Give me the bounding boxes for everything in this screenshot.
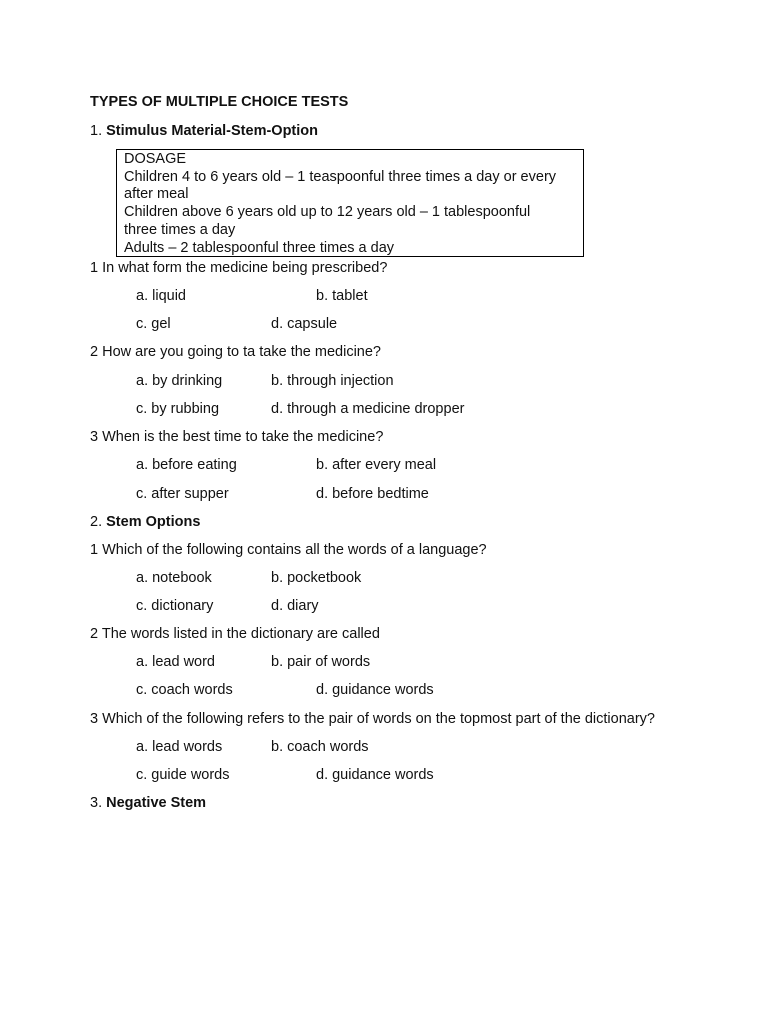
option: a. liquid	[136, 288, 186, 304]
section-1-heading	[90, 122, 318, 140]
box-line: Adults – 2 tablespoonful three times a day	[124, 239, 395, 256]
option: c. after supper	[136, 486, 229, 502]
question-text: 1 Which of the following contains all the words of a language?	[90, 542, 487, 558]
box-line: three times a day	[124, 221, 236, 238]
option: c. coach words	[136, 682, 233, 698]
option: a. notebook	[136, 570, 212, 586]
section-3-heading	[90, 794, 206, 812]
question-text: 1 In what form the medicine being prescribed?	[90, 260, 388, 276]
option: d. capsule	[271, 316, 338, 332]
option: d. diary	[271, 598, 319, 614]
option: c. by rubbing	[136, 401, 220, 417]
section-heading: Stem Options	[106, 514, 201, 530]
section-number: 2.	[90, 514, 103, 530]
option: b. tablet	[316, 288, 368, 304]
box-line: DOSAGE	[124, 151, 187, 167]
box-line: after meal	[124, 186, 189, 203]
option: d. through a medicine dropper	[271, 401, 465, 417]
question-text: 3 Which of the following refers to the pair of words on the topmost part of the dictionary?	[90, 711, 655, 727]
section-number: 1.	[90, 123, 103, 139]
option: b. through injection	[271, 373, 394, 389]
option: b. coach words	[271, 739, 369, 755]
box-line: Children above 6 years old up to 12 years old – 1 tablespoonful	[124, 204, 531, 221]
option: a. before eating	[136, 457, 237, 473]
box-line: Children 4 to 6 years old – 1 teaspoonful three times a day or every	[124, 168, 557, 185]
option: a. by drinking	[136, 373, 223, 389]
option: c. gel	[136, 316, 171, 332]
option: d. guidance words	[316, 682, 434, 698]
option: a. lead word	[136, 654, 215, 670]
option: d. before bedtime	[316, 486, 429, 502]
question-text: 3 When is the best time to take the medicine?	[90, 429, 384, 445]
option: b. pocketbook	[271, 570, 362, 586]
option: d. guidance words	[316, 767, 434, 783]
section-number: 3.	[90, 795, 103, 811]
question-text: 2 The words listed in the dictionary are called	[90, 626, 380, 642]
section-2-heading	[90, 513, 200, 531]
option: a. lead words	[136, 739, 223, 755]
option: c. dictionary	[136, 598, 214, 614]
section-heading: Stimulus Material-Stem-Option	[106, 123, 319, 139]
option: b. after every meal	[316, 457, 437, 473]
option: b. pair of words	[271, 654, 371, 670]
document-title: TYPES OF MULTIPLE CHOICE TESTS	[90, 94, 349, 110]
dosage-box	[116, 149, 584, 257]
option: c. guide words	[136, 767, 230, 783]
section-heading: Negative Stem	[106, 795, 207, 811]
question-text: 2 How are you going to ta take the medicine?	[90, 344, 381, 360]
